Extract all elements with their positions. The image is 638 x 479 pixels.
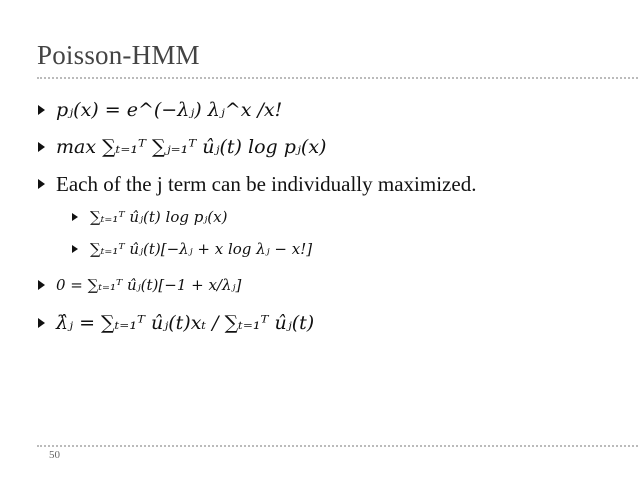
bullet-arrow-icon	[38, 280, 45, 290]
bullet-text: ∑ₜ₌₁ᵀ 𝑢̂ⱼ(𝑡) log 𝑝ⱼ(𝑥)	[90, 208, 228, 226]
bullet-item	[36, 304, 626, 342]
bullet-arrow-icon	[38, 318, 45, 328]
sub-bullet-item	[36, 232, 626, 266]
bullet-item	[36, 128, 626, 166]
bullet-item	[36, 266, 626, 304]
sub-bullet-item	[36, 202, 626, 232]
slide-title: Poisson-HMM	[37, 40, 200, 70]
title-divider	[37, 77, 638, 79]
bullet-arrow-icon	[38, 142, 45, 152]
bullet-arrow-icon	[72, 245, 78, 253]
bullet-item	[36, 166, 626, 202]
bullet-arrow-icon	[38, 105, 45, 115]
bullet-arrow-icon	[38, 179, 45, 189]
bullet-item	[36, 92, 626, 128]
bullet-text: ∑ₜ₌₁ᵀ 𝑢̂ⱼ(𝑡)[−𝜆ⱼ + 𝑥 log 𝜆ⱼ − 𝑥!]	[90, 240, 313, 258]
bullet-text: max ∑ₜ₌₁ᵀ ∑ⱼ₌₁ᵀ 𝑢̂ⱼ(𝑡) log 𝑝ⱼ(𝑥)	[56, 136, 327, 158]
bullet-arrow-icon	[72, 213, 78, 221]
footer-divider	[37, 445, 638, 447]
page-number: 50	[49, 449, 60, 461]
bullet-list	[36, 92, 626, 342]
bullet-text: 0 = ∑ₜ₌₁ᵀ 𝑢̂ⱼ(𝑡)[−1 + 𝑥/𝜆ⱼ]	[56, 276, 242, 294]
bullet-text: 𝑝ⱼ(𝑥) = 𝑒^(−𝜆ⱼ) 𝜆ⱼ^𝑥 /𝑥!	[56, 99, 283, 121]
bullet-text: Each of the j term can be individually maximized.	[56, 171, 477, 196]
bullet-text: 𝜆̂ⱼ = ∑ₜ₌₁ᵀ 𝑢̂ⱼ(𝑡)𝑥ₜ / ∑ₜ₌₁ᵀ 𝑢̂ⱼ(𝑡)	[56, 312, 315, 334]
